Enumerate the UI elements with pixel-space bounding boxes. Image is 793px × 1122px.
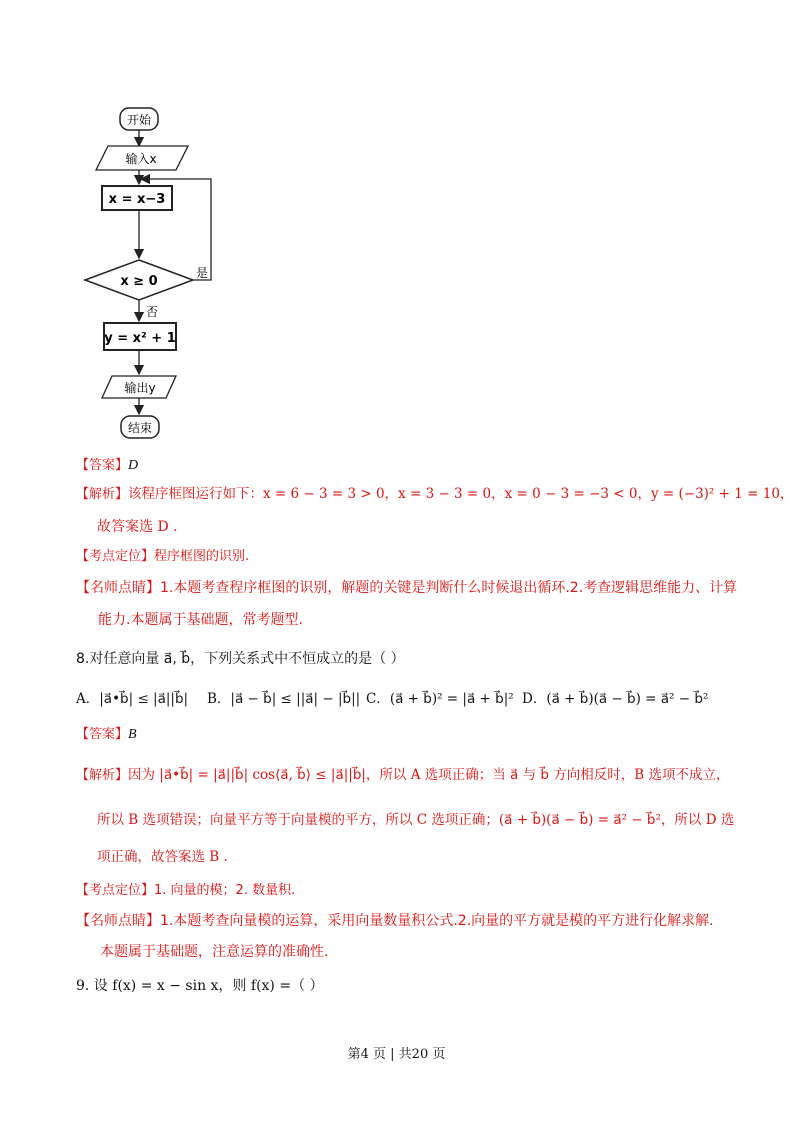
q7-point-line — [76, 547, 249, 567]
q7-answer-line — [76, 455, 138, 476]
q8-answer: B — [128, 727, 137, 742]
q8-analysis-text: 因为 |a⃗•b⃗| = |a⃗||b⃗| cos⟨a⃗, b⃗⟩ ≤ |a⃗||b⃗|，所以 A 选项正确；当 a⃗ 与 b⃗ 方向相反时，B 选项不成立， — [128, 767, 730, 783]
flow-output-label: 输出y — [124, 381, 156, 395]
answer-tag: 【答案】 — [76, 727, 129, 742]
q8-analysis-line3: 项正确，故答案选 B . — [97, 849, 228, 865]
q8-option-a: A．|a⃗•b⃗| ≤ |a⃗||b⃗| — [76, 691, 189, 707]
q8-comment-line2: 本题属于基础题，注意运算的准确性. — [100, 944, 329, 960]
q8-answer-line — [76, 724, 137, 745]
q8-option-b: B．|a⃗ − b⃗| ≤ ||a⃗| − |b⃗|| — [207, 691, 361, 707]
q8-comment-line1 — [76, 911, 714, 931]
q7-analysis-line2: 故答案选 D . — [97, 519, 178, 535]
comment-tag: 【名师点睛】 — [76, 913, 160, 929]
analysis-tag: 【解析】 — [76, 487, 129, 502]
q8-analysis-line2: 所以 B 选项错误；向量平方等于向量模的平方，所以 C 选项正确；(a⃗ + b⃗)(a⃗ − b⃗) = a⃗² − b⃗²，所以 D 选 — [97, 812, 735, 828]
q8-point: 1. 向量的模；2. 数量积. — [154, 883, 296, 898]
flow-condition-label: x ≥ 0 — [120, 274, 158, 289]
answer-tag: 【答案】 — [76, 458, 129, 473]
q7-point: 程序框图的识别. — [154, 549, 250, 564]
point-tag: 【考点定位】 — [76, 549, 155, 564]
q8-analysis-line1 — [76, 765, 729, 786]
q7-comment-line2: 能力.本题属于基础题，常考题型. — [98, 612, 303, 628]
flow-input-label: 输入x — [125, 152, 157, 166]
q7-comment-line1 — [76, 578, 737, 598]
page-footer: 第4 页 | 共20 页 — [347, 1047, 446, 1062]
q8-option-d: D．(a⃗ + b⃗)(a⃗ − b⃗) = a⃗² − b⃗² — [522, 691, 709, 707]
flow-step-label: x = x−3 — [108, 192, 166, 207]
q8-comment-text: 1.本题考查向量模的运算，采用向量数量积公式.2.向量的平方就是模的平方进行化解求解. — [160, 913, 714, 929]
q9-stem: 9. 设 f(x) = x − sin x，则 f(x) =（ ） — [76, 978, 324, 994]
comment-tag: 【名师点睛】 — [76, 580, 160, 596]
flow-no-label: 否 — [146, 305, 159, 319]
point-tag: 【考点定位】 — [76, 883, 155, 898]
flow-end-label: 结束 — [127, 421, 153, 435]
flow-start-label: 开始 — [126, 113, 152, 127]
q7-analysis-text: 该程序框图运行如下：x = 6 − 3 = 3 > 0，x = 3 − 3 = 0，x = 0 − 3 = −3 < 0，y = (−3)² + 1 = 10， — [128, 486, 793, 502]
flowchart — [0, 0, 793, 450]
q7-analysis-line1 — [76, 484, 793, 505]
q7-answer: D — [128, 458, 139, 473]
q7-comment-text: 1.本题考查程序框图的识别，解题的关键是判断什么时候退出循环.2.考查逻辑思维能力、计算 — [160, 580, 738, 596]
flow-yes-label: 是 — [196, 266, 209, 280]
flow-compute-label: y = x² + 1 — [104, 331, 176, 346]
q8-point-line — [76, 881, 295, 901]
q8-stem: 8.对任意向量 a⃗, b⃗，下列关系式中不恒成立的是（ ） — [76, 651, 405, 667]
q8-option-c: C．(a⃗ + b⃗)² = |a⃗ + b⃗|² — [366, 691, 514, 707]
analysis-tag: 【解析】 — [76, 768, 129, 783]
